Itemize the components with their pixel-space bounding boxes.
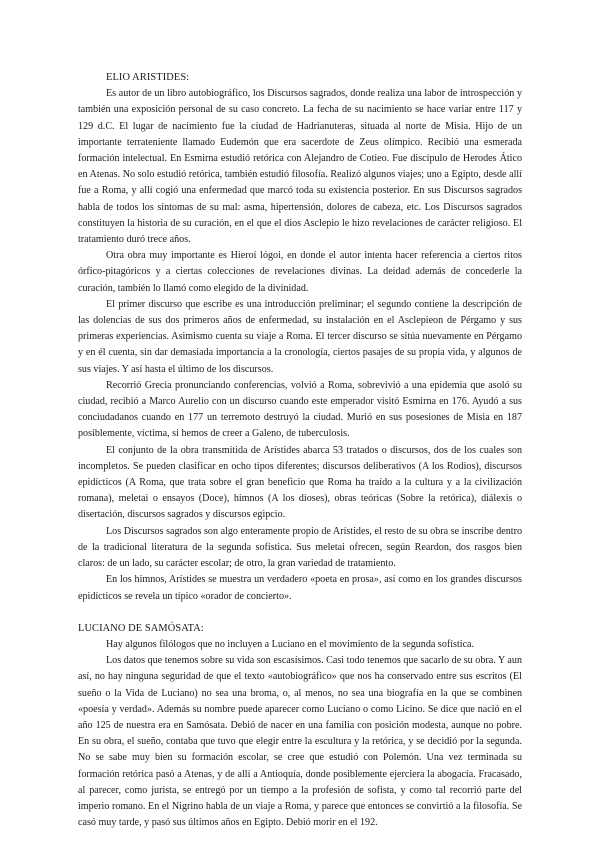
section-heading: LUCIANO DE SAMÓSATA:	[78, 622, 204, 634]
paragraph: El conjunto de la obra transmitida de Arístides abarca 53 tratados o discursos, dos de los cuales son incompletos. Se pueden clasificar en ocho tipos diferentes; discursos deliberativos (A los Rodios), discursos epidícticos (A Roma, que trata sobre el gran beneficio que Roma ha traído a la cultura y a la civilización romana), meletai o ensayos (Doce), himnos (A los dioses), obras teóricas (Sobre la retórica), diálexis o disertación, discursos sagrados y discursos egipcio.	[78, 444, 522, 521]
section-elio-aristides	[78, 70, 522, 605]
section-spacer	[78, 605, 522, 621]
section-heading: ELIO ARISTIDES:	[106, 72, 190, 83]
paragraph: Los datos que tenemos sobre su vida son escasísimos. Casi todo tenemos que sacarlo de su obra. Y aun así, no hay ninguna seguridad de que el texto «autobiográfico» que nos ha conservado entre sus escritos (El sueño o la Vida de Luciano) no sea una broma, o, al menos, no sea una biografía en la que se combinen «poesía y verdad». Además su nombre puede aparecer como Luciano o como Licino. Se dice que nació en el año 125 de nuestra era en Samósata. Debió de nacer en una familia con posición modesta, aunque no pobre. En su obra, el sueño, contaba que tuvo que elegir entre la escultura y la retórica, y se decidió por la segunda. No se sabe muy bien su formación escolar, se cree que estudió con Polemón. Una vez terminada su formación retórica pasó a Atenas, y de allí a Antioquía, donde posiblemente ejerciera la abogacía. Fracasado, al parecer, como jurista, se entregó por un tiempo a la profesión de sofista, y como tal recorrió parte del imperio romano. En el Nigrino habla de un viaje a Roma, y parece que entonces se convirtió a la filosofía. Se casó muy tarde, y pasó sus últimos años en Egipto. Debió morir en el 192.	[78, 655, 522, 829]
paragraph: En los himnos, Arístides se muestra un verdadero «poeta en prosa», así como en los grandes discursos epidícticos se revela un típico «orador de concierto».	[78, 574, 522, 602]
paragraph: Recorrió Grecia pronunciando conferencias, volvió a Roma, sobrevivió a una epidemia que asoló su ciudad, recibió a Marco Aurelio con un discurso cuando este emperador visitó Esmirna en 176. Ayudó a sus conciudadanos cuando en 177 un terremoto destruyó la ciudad. Murió en sus posesiones de Misia en 187 posiblemente, víctima, si hemos de creer a Galeno, de tuberculosis.	[78, 379, 522, 440]
section-luciano-de-samosata	[78, 621, 522, 832]
paragraph: Hay algunos filólogos que no incluyen a Luciano en el movimiento de la segunda sofística.	[106, 638, 475, 650]
paragraph: Otra obra muy importante es Hieroí lógoi, en donde el autor intenta hacer referencia a ciertos ritos órfico-pitagóricos y a ciertas colecciones de revelaciones divinas. La deidad además de concederle la curación, también lo llamó como elegido de la divinidad.	[78, 250, 522, 294]
paragraph: El primer discurso que escribe es una introducción preliminar; el segundo contiene la descripción de las dolencias de sus dos primeros años de enfermedad, su instalación en el Asclepieon de Pérgamo y sus primeras experiencias. Asimismo cuenta su viaje a Roma. El tercer discurso se sitúa nuevamente en Pérgamo y en él cuenta, sin dar demasiada importancia a la cronología, ciertos pasajes de su propia vida, y algunos de sus viajes. Y así hasta el último de los discursos.	[78, 298, 522, 375]
paragraph: Los Discursos sagrados son algo enteramente propio de Arístides, el resto de su obra se inscribe dentro de la tradicional literatura de la segunda sofística. Sus meletai ofrecen, según Reardon, dos rasgos bien claros: de un lado, su carácter escolar; de otro, la gran variedad de tratamiento.	[78, 525, 522, 570]
paragraph: Es autor de un libro autobiográfico, los Discursos sagrados, donde realiza una labor de introspección y también una exposición personal de su caso concreto. La fecha de su nacimiento se hace variar entre 117 y 129 d.C. El lugar de nacimiento fue la ciudad de Hadrianuteras, situada al norte de Misia. Hijo de un importante terrateniente llamado Eudemón que era sacerdote de Zeus olímpico. Recibió una esmerada formación intelectual. En Esmirna estudió retórica con Alejandro de Cotieo. Fue discípulo de Herodes Ático en Atenas. No solo estudió retórica, también estudió filosofía. Realizó algunos viajes; uno a Egipto, desde allí fue a Roma, y allí cogió una enfermedad que marcó toda su existencia posterior. En sus Discursos sagrados habla de todos los síntomas de su mal: asma, hipertensión, dolores de cabeza, etc. Los Discursos sagrados constituyen la historia de su curación, en el que el dios Asclepio le hizo revelaciones de carácter religioso. El tratamiento duró trece años.	[78, 88, 522, 246]
